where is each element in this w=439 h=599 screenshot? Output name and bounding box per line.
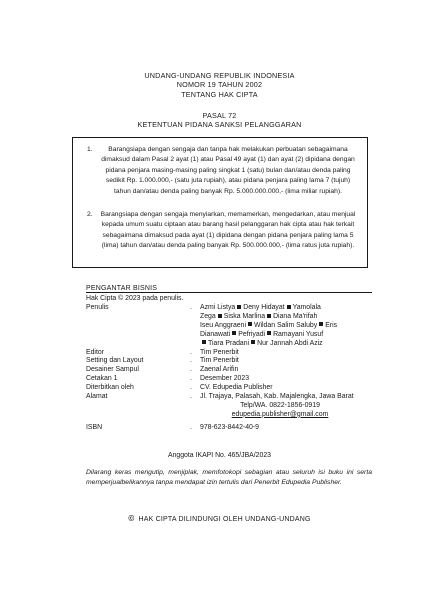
- setting-value: Tim Penerbit: [200, 357, 239, 365]
- copyright-icon: ©: [128, 514, 135, 523]
- author-name: Diana Ma'rifah: [273, 312, 318, 320]
- setting-row: [86, 357, 386, 366]
- authors-row-cont: [86, 322, 386, 331]
- author-name: Deny Hidayat: [243, 304, 285, 311]
- square-bullet-icon: [319, 322, 323, 326]
- pasal-header: [0, 111, 439, 130]
- spacer: [86, 313, 190, 322]
- author-name: Yamolala: [292, 304, 321, 311]
- separator: .: [190, 384, 192, 392]
- authors-line: [200, 340, 400, 349]
- square-bullet-icon: [287, 305, 291, 309]
- spacer: [190, 313, 200, 322]
- editor-label: Editor: [86, 348, 105, 356]
- authors-line: [200, 322, 400, 331]
- square-bullet-icon: [267, 331, 271, 335]
- law-number: NOMOR 19 TAHUN 2002: [176, 80, 263, 90]
- spacer: [86, 411, 190, 420]
- spacer: [190, 322, 200, 331]
- setting-label: Setting dan Layout: [86, 357, 144, 365]
- author-name: Zega: [200, 312, 216, 320]
- authors-row-cont: [86, 331, 386, 340]
- separator: .: [190, 375, 192, 383]
- author-name: Iseu Anggraeni: [200, 321, 246, 329]
- author-name: Siska Marlina: [223, 312, 266, 320]
- cover-row: [86, 366, 386, 375]
- author-name: Nur Jannah Abdi Aziz: [257, 339, 323, 347]
- editor-value: Tim Penerbit: [200, 348, 239, 356]
- author-name: Ramayani Yusuf: [273, 330, 324, 338]
- law-title: UNDANG-UNDANG REPUBLIK INDONESIA: [144, 71, 295, 80]
- spacer: [86, 402, 190, 411]
- law-subject: TENTANG HAK CIPTA: [181, 89, 258, 99]
- editor-row: [86, 349, 386, 358]
- address-label: Alamat: [86, 393, 108, 401]
- author-name: Tiara Pradani: [208, 339, 250, 347]
- spacer: [190, 340, 200, 349]
- separator: .: [190, 366, 192, 374]
- publisher-value: CV. Edupedia Publisher: [200, 384, 273, 392]
- publisher-row: [86, 384, 386, 393]
- address-row: [86, 393, 386, 402]
- provision-text: Barangsiapa dengan sengaja menyiarkan, memamerkan, mengedarkan, atau menjual kepada umum suatu ciptaan atau barang hasil pelanggaran hak cipta atau hak terkait sebagaimana dimaksud pada ayat (1) dipidana dengan pidana penjara paling lama 5 (lima) tahun dan/atau denda paling banyak Rp. 500.000.000,- (lima ratus juta rupiah).: [100, 211, 356, 250]
- email-link[interactable]: edupedia.publisher@gmail.com: [231, 410, 329, 418]
- separator: .: [190, 304, 192, 311]
- separator: .: [190, 423, 192, 431]
- author-name: Wildan Salim Saluby: [253, 321, 318, 329]
- author-name: Eris: [325, 321, 338, 329]
- authors-line: [200, 304, 400, 313]
- colophon: [86, 304, 386, 433]
- address-row-cont: [86, 411, 386, 420]
- author-name: Azmi Listya: [200, 304, 236, 311]
- footer-notice: [0, 514, 439, 523]
- square-bullet-icon: [218, 314, 222, 318]
- author-name: Dianawati: [200, 330, 231, 338]
- spacer: [190, 402, 200, 411]
- isbn-row: [86, 424, 386, 433]
- authors-line: [200, 331, 400, 340]
- edition-label: Cetakan 1: [86, 375, 118, 383]
- provision-number: 2.: [87, 211, 93, 218]
- spacer: [190, 411, 200, 420]
- separator: .: [190, 348, 192, 356]
- spacer: [86, 340, 190, 349]
- copyright-line: Hak Cipta © 2023 pada penulis.: [86, 295, 184, 302]
- provisions-box: [72, 137, 368, 268]
- pasal-title: PASAL 72: [202, 111, 237, 120]
- law-header: [0, 71, 439, 99]
- publisher-label: Diterbitkan oleh: [86, 384, 134, 392]
- divider: [86, 292, 372, 293]
- authors-row-cont: [86, 313, 386, 322]
- footer-text: HAK CIPTA DILINDUNGI OLEH UNDANG-UNDANG: [138, 516, 311, 523]
- cover-value: Zaenal Arifin: [200, 366, 239, 374]
- square-bullet-icon: [248, 322, 252, 326]
- authors-line: [200, 313, 400, 322]
- pasal-subtitle: KETENTUAN PIDANA SANKSI PELANGGARAN: [137, 120, 302, 130]
- address-line: Jl. Trajaya, Palasah, Kab. Majalengka, Jawa Barat: [200, 393, 354, 401]
- phone-line: Telp/WA. 0822-1856-0919: [240, 401, 320, 409]
- isbn-value: 978-623-8442-40-9: [200, 423, 259, 431]
- edition-value: Desember 2023: [200, 375, 250, 383]
- square-bullet-icon: [232, 331, 236, 335]
- cover-label: Desainer Sampul: [86, 366, 139, 374]
- square-bullet-icon: [237, 305, 241, 309]
- spacer: [86, 322, 190, 331]
- square-bullet-icon: [202, 340, 206, 344]
- spacer: [86, 331, 190, 340]
- provision-number: 1.: [87, 146, 93, 153]
- book-title: PENGANTAR BISNIS: [86, 285, 158, 292]
- provision-item: [87, 145, 359, 197]
- square-bullet-icon: [251, 340, 255, 344]
- copyright-warning: Dilarang keras mengutip, menjiplak, memfotokopi sebagian atau seluruh isi buku ini serta memperjualbelikannya tanpa mendapat izin tertulis dari Penerbit Edupedia Publisher.: [86, 469, 372, 487]
- separator: .: [190, 357, 192, 365]
- ikapi-membership: Anggota IKAPI No. 465/JBA/2023: [167, 452, 272, 459]
- address-row-cont: [86, 402, 386, 411]
- provision-item: [87, 210, 359, 252]
- edition-row: [86, 375, 386, 384]
- spacer: [190, 331, 200, 340]
- authors-row-cont: [86, 340, 386, 349]
- separator: .: [190, 393, 192, 401]
- provision-text: Barangsiapa dengan sengaja dan tanpa hak melakukan perbuatan sebagaimana dimaksud dalam Pasal 2 ayat (1) atau Pasal 49 ayat (1) dan ayat (2) dipidana dengan pidana penjara masing-masing paling singkat 1 (satu) bulan dan/atau denda paling sedikit Rp. 1.000.000,- (satu juta rupiah), atau pidana penjara paling lama 7 (tujuh) tahun dan/atau denda paling banyak Rp. 5.000.000.000,- (lima miliar rupiah).: [101, 146, 355, 195]
- authors-label: Penulis: [86, 304, 109, 311]
- square-bullet-icon: [267, 314, 271, 318]
- isbn-label: ISBN: [86, 423, 103, 431]
- author-name: Pefriyadi: [238, 330, 266, 338]
- authors-row: [86, 304, 386, 313]
